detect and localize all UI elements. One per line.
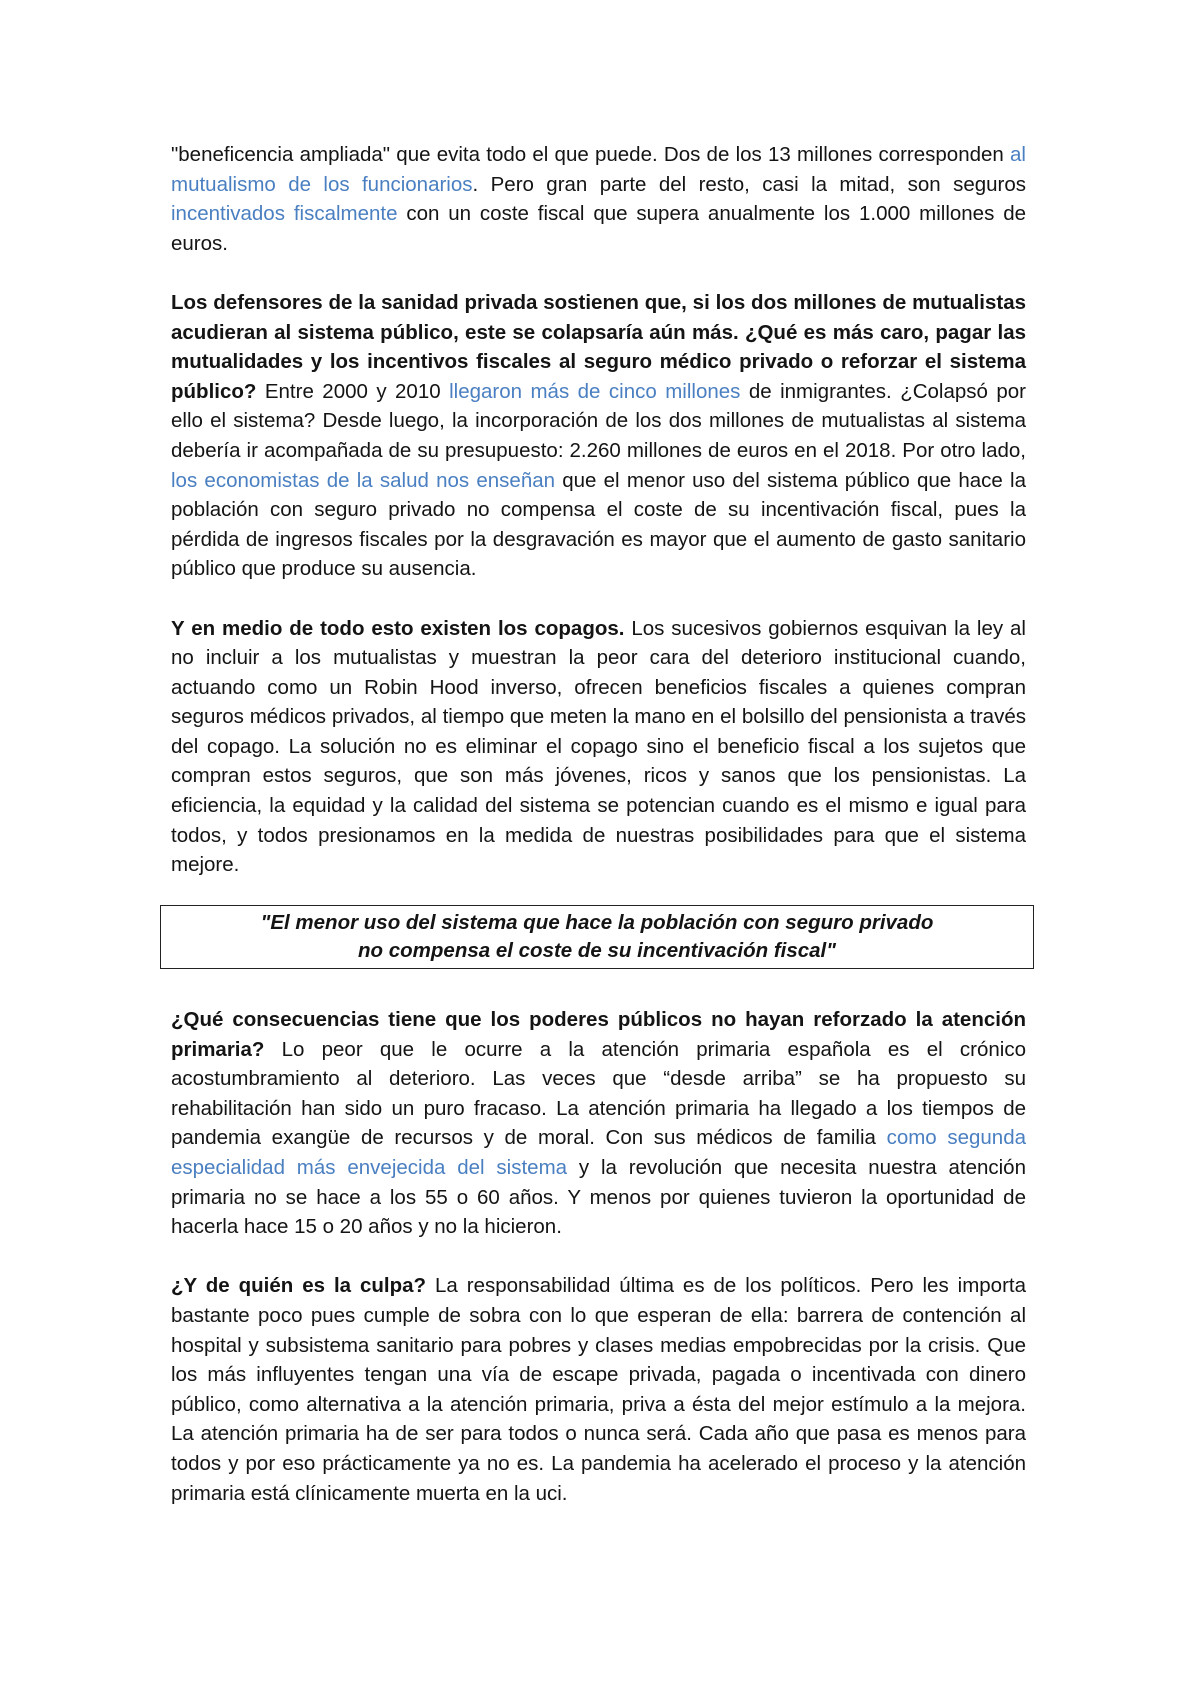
paragraph-beneficencia [171, 140, 1026, 258]
paragraph-lead-bold: ¿Y de quién es la culpa? [171, 1274, 427, 1298]
paragraph-copagos [171, 614, 1026, 880]
paragraph-text: Entre 2000 y 2010 [256, 379, 450, 403]
link-cinco-millones[interactable]: llegaron más de cinco millones [449, 379, 741, 403]
link-segunda-especialidad[interactable]: como segunda especialidad más envejecida del sistema [171, 1126, 1026, 1179]
paragraph-text: Los sucesivos gobiernos esquivan la ley al no incluir a los mutualistas y muestran la peor cara del deterioro institucional cuando, actuando como un Robin Hood inverso, ofrecen beneficios fiscales a quienes compran seguros médicos privados, al tiempo que meten la mano en el bolsillo del pensionista a través del copago. La solución no es eliminar el copago sino el beneficio fiscal a los sujetos que compran estos seguros, que son más jóvenes, ricos y sanos que los pensionistas. La eficiencia, la equidad y la calidad del sistema se potencian cuando es el mismo e igual para todos, y todos presionamos en la medida de nuestras posibilidades para que el sistema mejore. [171, 616, 1026, 877]
article-body-bottom [171, 1005, 1026, 1538]
paragraph-text: . Pero gran parte del resto, casi la mitad, son seguros [472, 172, 1026, 196]
paragraph-defensores [171, 288, 1026, 584]
pull-quote-line-1: "El menor uso del sistema que hace la población con seguro privado [260, 911, 934, 934]
link-mutualismo-funcionarios[interactable]: al mutualismo de los funcionarios [171, 143, 1026, 196]
article-body-top [171, 140, 1026, 909]
paragraph-text: La responsabilidad última es de los políticos. Pero les importa bastante poco pues cumple de sobra con lo que esperan de ella: barrera de contención al hospital y subsistema sanitario para pobres y clases medias empobrecidas por la crisis. Que los más influyentes tengan una vía de escape privada, pagada o incentivada con dinero público, como alternativa a la atención primaria, priva a ésta del mejor estímulo a la mejora. La atención primaria ha de ser para todos o nunca será. Cada año que pasa es menos para todos y por eso prácticamente ya no es. La pandemia ha acelerado el proceso y la atención primaria está clínicamente muerta en la uci. [171, 1274, 1026, 1505]
paragraph-consecuencias [171, 1005, 1026, 1242]
paragraph-text: con un coste fiscal que supera anualmente los 1.000 millones de euros. [171, 202, 1026, 255]
paragraph-text: que el menor uso del sistema público que hace la población con seguro privado no compensa el coste de su incentivación fiscal, pues la pérdida de ingresos fiscales por la desgravación es mayor que el aumento de gasto sanitario público que produce su ausencia. [171, 468, 1027, 581]
paragraph-text: de inmigrantes. ¿Colapsó por ello el sistema? Desde luego, la incorporación de los dos millones de mutualistas al sistema debería ir acompañada de su presupuesto: 2.260 millones de euros en el 2018. Por otro lado, [171, 379, 1027, 462]
paragraph-lead-bold: ¿Qué consecuencias tiene que los poderes públicos no hayan reforzado la atención primaria? [171, 1008, 1026, 1061]
paragraph-culpa [171, 1271, 1026, 1508]
pull-quote-line-2: no compensa el coste de su incentivación fiscal" [358, 939, 836, 962]
paragraph-lead-bold: Y en medio de todo esto existen los copagos. [171, 616, 625, 640]
paragraph-text: Lo peor que le ocurre a la atención primaria española es el crónico acostumbramiento al deterioro. Las veces que “desde arriba” se ha propuesto su rehabilitación han sido un puro fracaso. La atención primaria ha llegado a los tiempos de pandemia exangüe de recursos y de moral. Con sus médicos de familia [171, 1037, 1026, 1150]
pull-quote-box [160, 905, 1034, 969]
paragraph-text: y la revolución que necesita nuestra atención primaria no se hace a los 55 o 60 años. Y menos por quienes tuvieron la oportunidad de hacerla hace 15 o 20 años y no la hicieron. [171, 1155, 1026, 1239]
link-incentivados-fiscalmente[interactable]: incentivados fiscalmente [171, 202, 398, 226]
paragraph-lead-bold: Los defensores de la sanidad privada sostienen que, si los dos millones de mutualistas acudieran al sistema público, este se colapsaría aún más. ¿Qué es más caro, pagar las mutualidades y los incentivos fiscales al seguro médico privado o reforzar el sistema público? [171, 290, 1026, 403]
paragraph-text: "beneficencia ampliada" que evita todo el que puede. Dos de los 13 millones corresponden [171, 143, 1011, 166]
link-economistas-salud[interactable]: los economistas de la salud nos enseñan [171, 468, 556, 492]
